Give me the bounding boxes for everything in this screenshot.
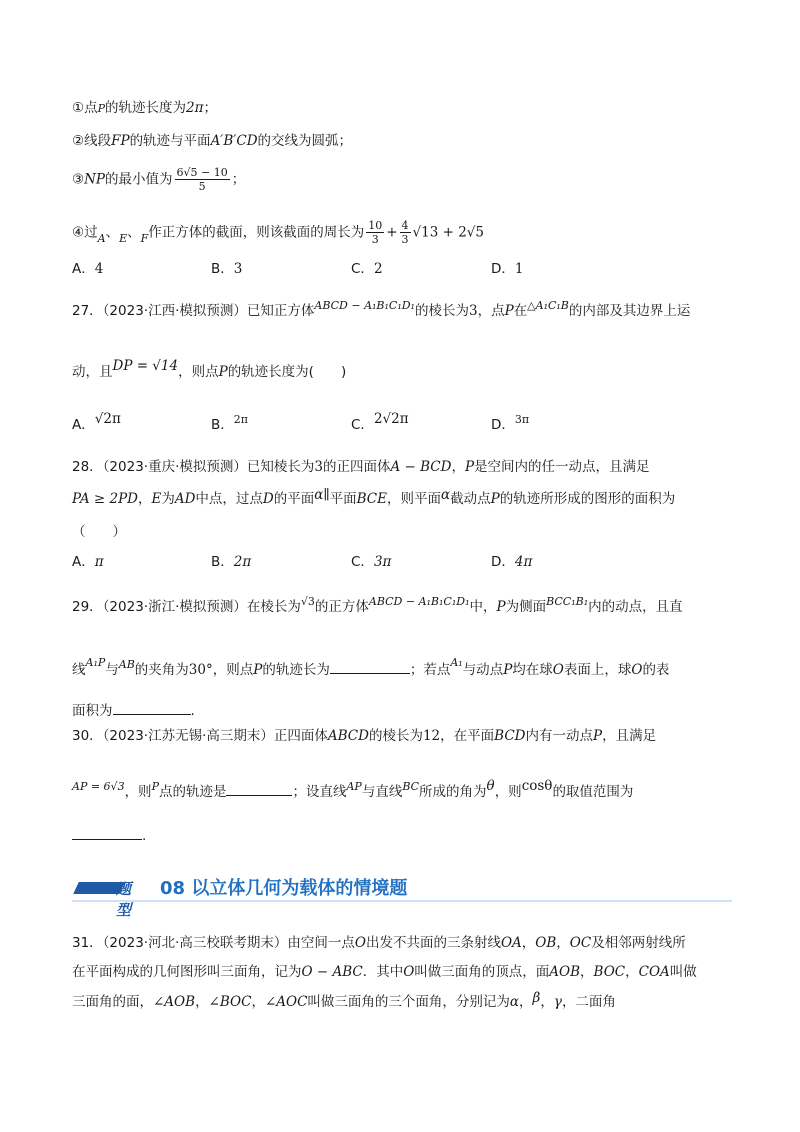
fraction-numerator: 10 [368, 219, 383, 232]
text: 的平面 [273, 491, 315, 507]
text: 叫做三面角的三个面角，分别记为 [307, 994, 510, 1010]
angle-aob: ∠AOB [153, 994, 196, 1010]
statement-2-text-c: 的交线为圆弧； [257, 133, 353, 149]
fraction-min-value [175, 166, 230, 193]
text: 内有一动点 [525, 728, 593, 744]
text: 与直线 [361, 784, 403, 800]
statement-4 [72, 219, 484, 246]
option-label: A． [72, 261, 95, 277]
var-o: O [552, 662, 564, 678]
q30-line-3 [72, 825, 146, 846]
question-source: （2023·江西·模拟预测） [102, 303, 247, 319]
option-value: 2 [373, 261, 383, 277]
var-p: P [253, 662, 263, 678]
q28-line-1 [72, 457, 650, 477]
separator: 、 [127, 224, 141, 241]
alpha-symbol: α [440, 487, 451, 503]
q31-line-1 [72, 933, 686, 953]
text: 已知正方体 [246, 303, 315, 319]
line-ap: AP [346, 780, 362, 793]
point-a: A [97, 231, 106, 245]
statement-4-text-b: 作正方体的截面，则该截面的周长为 [148, 224, 365, 241]
theta-symbol: θ [486, 778, 495, 794]
line-ab: AB [118, 658, 135, 671]
option-label: C． [351, 417, 374, 433]
text: ， [625, 964, 639, 980]
var-p: P [464, 459, 475, 475]
q30-line-2 [72, 778, 634, 803]
statement-3-end: ； [231, 171, 246, 188]
section-underline [72, 900, 732, 902]
line-a1p: A₁P [85, 656, 106, 669]
trihedral-symbol: O − ABC [301, 964, 363, 980]
var-np: NP [84, 171, 106, 188]
option-label: B． [211, 554, 234, 570]
option-d[interactable] [491, 259, 524, 279]
face-coa: COA [638, 964, 670, 980]
option-value: 2√2π [373, 411, 409, 427]
text: 由空间一点 [287, 935, 355, 951]
option-label: A． [72, 417, 95, 433]
var-p: P [151, 780, 159, 793]
alpha-symbol: α [314, 487, 324, 503]
text: 叫做三面角的顶点，面 [414, 964, 550, 980]
text: 叫做 [669, 964, 697, 980]
option-c[interactable] [351, 259, 383, 279]
text: 的表 [642, 662, 670, 678]
option-b[interactable] [211, 259, 242, 279]
text: ， [251, 994, 265, 1010]
point-a1: A₁ [450, 656, 463, 669]
option-value: π [94, 554, 104, 570]
text: ，点 [477, 303, 505, 319]
statement-2 [72, 131, 352, 151]
option-d[interactable] [491, 552, 532, 572]
text: 的取值范围为 [552, 784, 634, 800]
q31-line-2 [72, 962, 697, 982]
text: ，在平面 [440, 728, 495, 744]
section-badge [76, 878, 142, 919]
cube-name: ABCD − A₁B₁C₁D₁ [314, 299, 415, 312]
text: 动，且 [72, 364, 113, 380]
ray-oc: OC [569, 935, 592, 951]
var-o: O [354, 935, 366, 951]
answer-blank[interactable] [330, 659, 410, 674]
q27-line-1 [72, 301, 690, 322]
option-label: D． [491, 554, 515, 570]
text: ，二面角 [561, 994, 616, 1010]
plus-sign: + [386, 224, 398, 241]
var-p: P [504, 303, 514, 319]
option-value: 3 [233, 261, 243, 277]
angle-boc: ∠BOC [208, 994, 252, 1010]
option-value: 3π [514, 413, 530, 426]
cos-theta: cosθ [521, 778, 553, 794]
fraction-denominator: 3 [371, 233, 379, 246]
statement-2-text: ②线段 [72, 133, 112, 149]
text: ， [137, 491, 152, 507]
tetrahedron-name: A − BCD [390, 459, 452, 475]
q30-line-1 [72, 726, 656, 746]
answer-blank[interactable] [113, 700, 191, 715]
var-d: D [262, 491, 274, 507]
option-label: D． [491, 417, 515, 433]
point-f: F [140, 231, 149, 245]
question-source: （2023·浙江·模拟预测） [102, 599, 247, 615]
option-a[interactable] [72, 411, 121, 435]
option-a[interactable] [72, 259, 103, 279]
q27-line-2 [72, 358, 347, 382]
text: 点的轨迹是 [158, 784, 227, 800]
var-ad: AD [174, 491, 196, 507]
option-c[interactable] [351, 411, 409, 435]
edge-length: 3 [314, 459, 323, 475]
text: ，则 [494, 784, 522, 800]
question-source: （2023·江苏无锡·高三期末） [102, 728, 274, 744]
text: 平面 [329, 491, 357, 507]
text: ，则点 [178, 364, 219, 380]
text: 是空间内的任一动点，且满足 [474, 459, 650, 475]
plane-bce: BCE [356, 491, 387, 507]
answer-paren: （ ） [72, 524, 126, 540]
statement-1 [72, 98, 217, 119]
text: 在棱长为 [246, 599, 301, 615]
angle-value: 30° [188, 662, 213, 678]
text: 的轨迹长度为( ) [227, 364, 347, 380]
var-p: P [592, 728, 603, 744]
option-label: C． [351, 261, 374, 277]
text: 内的动点，且直 [588, 599, 683, 615]
angle-aoc: ∠AOC [264, 994, 308, 1010]
text: 的棱长为 [414, 303, 469, 319]
option-value: 2π [233, 554, 252, 570]
option-value: 1 [514, 261, 524, 277]
face-name: BCC₁B₁ [546, 595, 589, 608]
plane-bcd: BCD [494, 728, 526, 744]
line-bc: BC [402, 780, 420, 793]
text: 与动点 [462, 662, 504, 678]
badge-label: 题型 [116, 880, 132, 919]
text: . [190, 703, 195, 719]
text: ， [521, 935, 536, 951]
statement-1-value: 2π [186, 100, 204, 116]
ray-ob: OB [535, 935, 557, 951]
text: ，则平面 [386, 491, 441, 507]
option-a[interactable] [72, 552, 104, 572]
gamma-symbol: γ [553, 994, 562, 1010]
question-number: 30． [72, 728, 103, 744]
face-aob: AOB [549, 964, 581, 980]
var-p: P [496, 599, 506, 615]
ray-oa: OA [500, 935, 522, 951]
text: 的正方体 [314, 599, 369, 615]
var-e: E [151, 491, 162, 507]
text: 中点，过点 [195, 491, 263, 507]
edge-length: 3 [468, 303, 478, 319]
question-source: （2023·河北·高三校联考期末） [102, 935, 288, 951]
perimeter-rest: √13 + 2√5 [412, 224, 485, 241]
text: . [142, 828, 147, 844]
text: 已知棱长为 [246, 459, 315, 475]
question-number: 28． [72, 459, 103, 475]
option-label: B． [211, 417, 234, 433]
edge-length: √3 [300, 595, 315, 608]
text: ，则 [124, 784, 152, 800]
text: ， [451, 459, 465, 475]
text: ， [195, 994, 209, 1010]
text: 表面上，球 [563, 662, 632, 678]
condition: PA ≥ 2PD [72, 491, 138, 507]
statement-3-text-b: 的最小值为 [105, 171, 173, 188]
section-title: 08 以立体几何为载体的情境题 [160, 878, 408, 899]
fraction-10-3 [366, 219, 384, 246]
plane-abcd: A′B′CD [210, 133, 258, 149]
q29-line-3 [72, 700, 195, 721]
edge-length: 12 [422, 728, 441, 744]
statement-2-text-b: 的轨迹与平面 [129, 133, 211, 149]
text: 中， [469, 599, 497, 615]
text: 的正四面体 [322, 459, 391, 475]
alpha-symbol: α [509, 994, 520, 1010]
fraction-denominator: 5 [198, 180, 206, 193]
option-b[interactable] [211, 552, 251, 572]
triangle-name: △A₁C₁B [527, 299, 569, 312]
option-value: 3π [373, 554, 392, 570]
text: ，则点 [212, 662, 254, 678]
answer-blank[interactable] [226, 781, 292, 796]
text: 及相邻两射线所 [591, 935, 686, 951]
text: ，且满足 [602, 728, 657, 744]
section-header [72, 872, 732, 919]
option-label: B． [211, 261, 234, 277]
fraction-denominator: 3 [401, 233, 409, 246]
fraction-numerator: 6√5 − 10 [176, 166, 228, 179]
text: 在 [513, 303, 528, 319]
text: 为侧面 [505, 599, 547, 615]
text: ， [540, 994, 554, 1010]
q31-line-3 [72, 992, 616, 1012]
option-d[interactable] [491, 415, 529, 436]
question-number: 31． [72, 935, 103, 951]
q28-line-2 [72, 489, 675, 509]
var-fp: FP [111, 133, 130, 149]
question-number: 29． [72, 599, 103, 615]
text: ．其中 [362, 964, 404, 980]
option-value: 4 [94, 261, 104, 277]
text: 的轨迹长为 [262, 662, 330, 678]
statement-1-text: ①点 [72, 100, 98, 116]
var-p: P [97, 102, 106, 115]
q28-line-3 [72, 522, 126, 542]
text: ， [580, 964, 594, 980]
text: 均在球 [512, 662, 553, 678]
statement-3 [72, 166, 245, 193]
option-label: A． [72, 554, 95, 570]
option-b[interactable] [211, 415, 248, 436]
text: ， [519, 994, 533, 1010]
face-boc: BOC [593, 964, 626, 980]
q29-line-1 [72, 597, 683, 618]
option-label: D． [491, 261, 515, 277]
condition: AP = 6√3 [72, 780, 125, 793]
option-value: 4π [514, 554, 533, 570]
text: 正四面体 [273, 728, 328, 744]
var-o: O [403, 964, 415, 980]
option-value: √2π [94, 411, 121, 427]
statement-1-end: ； [203, 100, 217, 116]
text: ；设直线 [292, 784, 347, 800]
option-label: C． [351, 554, 374, 570]
statement-4-text: ④过 [72, 224, 98, 241]
q29-line-2 [72, 656, 670, 681]
question-number: 27． [72, 303, 103, 319]
statement-3-text: ③ [72, 171, 85, 188]
statement-1-text-b: 的轨迹长度为 [105, 100, 187, 116]
cube-name: ABCD − A₁B₁C₁D₁ [368, 595, 470, 608]
fraction-numerator: 4 [401, 219, 409, 232]
condition: DP = √14 [112, 358, 179, 374]
tetrahedron-name: ABCD [327, 728, 369, 744]
text: 三面角的面， [72, 994, 153, 1010]
text: 的内部及其边界上运 [568, 303, 691, 319]
text: 线 [72, 662, 86, 678]
text: 在平面构成的几何图形叫三面角，记为 [72, 964, 302, 980]
question-source: （2023·重庆·模拟预测） [102, 459, 247, 475]
text: ， [556, 935, 570, 951]
var-p: P [490, 491, 500, 507]
fraction-4-3 [400, 219, 411, 246]
parallel-symbol: ∥ [323, 487, 330, 503]
beta-symbol: β [532, 990, 541, 1006]
text: 的轨迹所形成的图形的面积为 [499, 491, 676, 507]
text: 面积为 [72, 703, 113, 719]
text: 所成的角为 [419, 784, 487, 800]
var-p: P [503, 662, 513, 678]
text: 与 [105, 662, 119, 678]
answer-blank[interactable] [72, 825, 142, 840]
separator: 、 [105, 224, 120, 241]
text: 的夹角为 [134, 662, 189, 678]
option-value: 2π [233, 413, 248, 426]
point-e: E [119, 231, 128, 245]
text: 的棱长为 [368, 728, 423, 744]
text: 出发不共面的三条射线 [365, 935, 501, 951]
option-c[interactable] [351, 552, 391, 572]
var-o: O [631, 662, 643, 678]
text: 为 [161, 491, 175, 507]
text: 截动点 [450, 491, 491, 507]
var-p: P [218, 364, 228, 380]
text: ；若点 [409, 662, 451, 678]
